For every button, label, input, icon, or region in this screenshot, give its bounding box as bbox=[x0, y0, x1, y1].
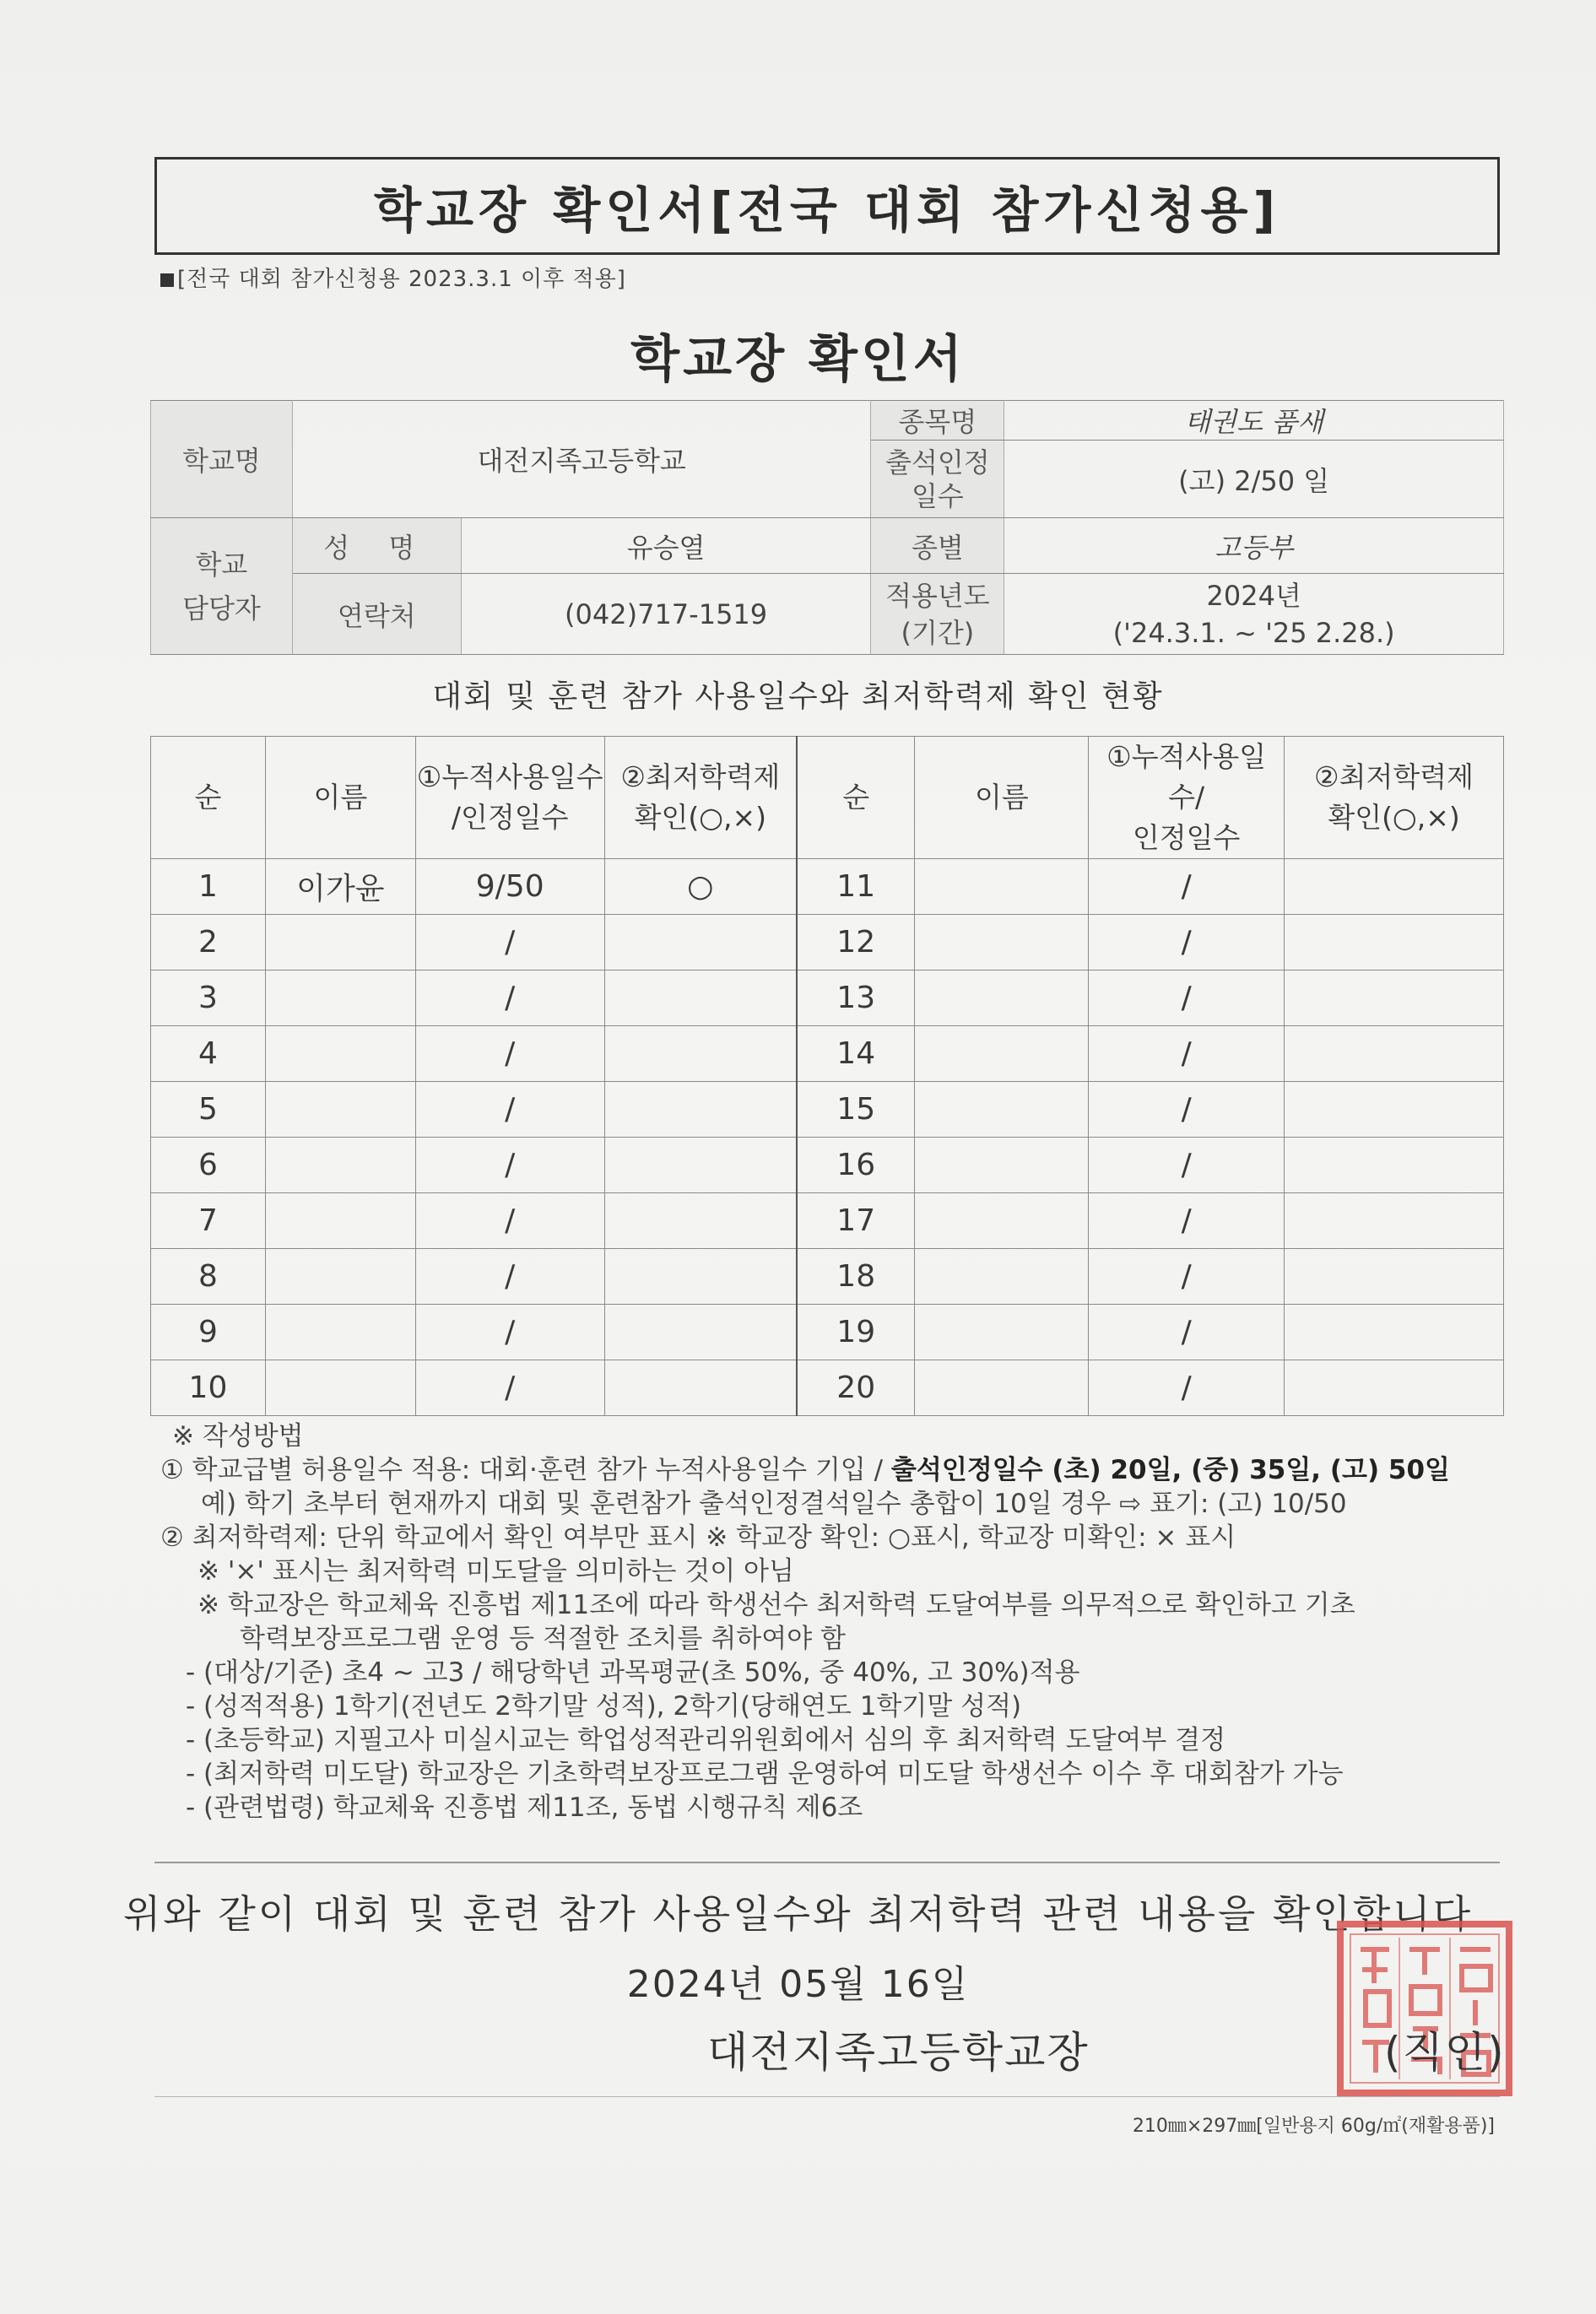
row-name: 이가윤 bbox=[265, 859, 415, 915]
row-acad bbox=[1285, 1026, 1504, 1082]
row-days: / bbox=[1089, 1193, 1285, 1249]
row-acad bbox=[1285, 1193, 1504, 1249]
instruction-line: - (성적적용) 1학기(전년도 2학기말 성적), 2학기(당해연도 1학기말 성적) bbox=[186, 1691, 1022, 1722]
row-name bbox=[915, 1138, 1089, 1193]
row-no: 13 bbox=[797, 970, 915, 1026]
table-row bbox=[151, 1193, 1504, 1249]
row-days: / bbox=[1089, 970, 1285, 1026]
row-no: 4 bbox=[151, 1026, 266, 1082]
row-name bbox=[915, 970, 1089, 1026]
row-days: / bbox=[1089, 1249, 1285, 1305]
row-no: 10 bbox=[151, 1360, 266, 1416]
instruction-line: ※ 학교장은 학교체육 진흥법 제11조에 따라 학생선수 최저학력 도달여부를 의무적으로 확인하고 기초 bbox=[197, 1590, 1355, 1620]
header-no-left: 순 bbox=[151, 737, 266, 859]
row-days: / bbox=[1089, 915, 1285, 970]
school-name-label: 학교명 bbox=[151, 401, 293, 518]
instruction-line: - (초등학교) 지필고사 미실시교는 학업성적관리위원회에서 심의 후 최저학력 도달여부 결정 bbox=[186, 1725, 1226, 1755]
event-label: 종목명 bbox=[871, 401, 1004, 441]
instruction-line: 예) 학기 초부터 현재까지 대회 및 훈련참가 출석인정결석일수 총합이 10일 경우 ⇨ 표기: (고) 10/50 bbox=[201, 1489, 1347, 1519]
row-no: 9 bbox=[151, 1305, 266, 1360]
confirmation-statement: 위와 같이 대회 및 훈련 참가 사용일수와 최저학력 관련 내용을 확인합니다 bbox=[122, 1891, 1474, 1937]
square-bullet-icon bbox=[160, 273, 174, 287]
category-label: 종별 bbox=[871, 518, 1004, 574]
row-acad bbox=[1285, 915, 1504, 970]
table-row bbox=[151, 859, 1504, 915]
period-value: ('24.3.1. ~ '25 2.28.) bbox=[1112, 616, 1395, 649]
row-name bbox=[915, 1193, 1089, 1249]
row-days: / bbox=[1089, 859, 1285, 915]
row-name bbox=[915, 1305, 1089, 1360]
row-acad bbox=[1285, 970, 1504, 1026]
row-name bbox=[265, 970, 415, 1026]
form-usage-note bbox=[160, 262, 626, 293]
principal-name: 대전지족고등학교장 bbox=[707, 2028, 1090, 2077]
table-row bbox=[151, 1138, 1504, 1193]
form-usage-note-text: [전국 대회 참가신청용 2023.3.1 이후 적용] bbox=[177, 267, 626, 292]
row-name bbox=[915, 859, 1089, 915]
year-cell bbox=[1004, 574, 1504, 655]
row-acad bbox=[604, 1249, 797, 1305]
event-value: 태권도 품새 bbox=[1004, 401, 1504, 441]
header-name-left: 이름 bbox=[265, 737, 415, 859]
row-name bbox=[915, 1026, 1089, 1082]
row-days: / bbox=[415, 915, 604, 970]
row-no: 17 bbox=[797, 1193, 915, 1249]
attendance-limit-text: 출석인정일수 (초) 20일, (중) 35일, (고) 50일 bbox=[890, 1455, 1451, 1485]
header-no-right: 순 bbox=[797, 737, 915, 859]
instruction-line-text: ① 학교급별 허용일수 적용: 대회·훈련 참가 누적사용일수 기입 / bbox=[160, 1455, 891, 1485]
form-title-box: 학교장 확인서[전국 대회 참가신청용] bbox=[154, 157, 1500, 255]
row-no: 8 bbox=[151, 1249, 266, 1305]
row-no: 20 bbox=[797, 1360, 915, 1416]
row-no: 15 bbox=[797, 1082, 915, 1138]
table-row bbox=[151, 1082, 1504, 1138]
row-acad bbox=[604, 915, 797, 970]
row-days: / bbox=[415, 1026, 604, 1082]
divider bbox=[154, 1862, 1500, 1863]
row-days: / bbox=[1089, 1026, 1285, 1082]
school-name-value: 대전지족고등학교 bbox=[292, 401, 871, 518]
row-acad bbox=[604, 1138, 797, 1193]
table-row bbox=[151, 1249, 1504, 1305]
seal-label: (직인) bbox=[1384, 2028, 1506, 2077]
table-row bbox=[151, 970, 1504, 1026]
row-no: 18 bbox=[797, 1249, 915, 1305]
row-days: / bbox=[415, 970, 604, 1026]
row-name bbox=[265, 1360, 415, 1416]
contact-value: (042)717-1519 bbox=[461, 574, 871, 655]
row-no: 5 bbox=[151, 1082, 266, 1138]
row-acad bbox=[604, 1305, 797, 1360]
person-name-value: 유승열 bbox=[461, 518, 871, 574]
status-section-heading: 대회 및 훈련 참가 사용일수와 최저학력제 확인 현황 bbox=[432, 679, 1164, 714]
row-name bbox=[915, 915, 1089, 970]
row-no: 12 bbox=[797, 915, 915, 970]
row-days: / bbox=[415, 1249, 604, 1305]
confirmation-date: 2024년 05월 16일 bbox=[626, 1963, 970, 2006]
school-info-table bbox=[150, 400, 1504, 655]
row-days: / bbox=[1089, 1138, 1285, 1193]
row-acad bbox=[604, 1360, 797, 1416]
instructions-heading: ※ 작성방법 bbox=[172, 1421, 304, 1452]
document-title: 학교장 확인서 bbox=[630, 330, 966, 389]
header-days-right: ①누적사용일수/ 인정일수 bbox=[1089, 737, 1285, 859]
row-days: / bbox=[1089, 1305, 1285, 1360]
contact-label: 연락처 bbox=[292, 574, 461, 655]
row-acad bbox=[1285, 1360, 1504, 1416]
attendance-label: 출석인정 일수 bbox=[871, 441, 1004, 518]
attendance-value: (고) 2/50 일 bbox=[1004, 441, 1504, 518]
row-no: 11 bbox=[797, 859, 915, 915]
row-days: / bbox=[1089, 1360, 1285, 1416]
row-acad bbox=[1285, 1138, 1504, 1193]
person-name-label: 성 명 bbox=[292, 518, 461, 574]
row-no: 3 bbox=[151, 970, 266, 1026]
instruction-line: - (관련법령) 학교체육 진흥법 제11조, 동법 시행규칙 제6조 bbox=[186, 1792, 863, 1823]
instruction-line: ② 최저학력제: 단위 학교에서 확인 여부만 표시 ※ 학교장 확인: ○표시, 학교장 미확인: × 표시 bbox=[160, 1522, 1236, 1553]
row-days: / bbox=[415, 1082, 604, 1138]
row-name bbox=[915, 1249, 1089, 1305]
row-name bbox=[265, 1138, 415, 1193]
participant-roster-table bbox=[150, 736, 1504, 1416]
header-acad-right: ②최저학력제 확인(○,×) bbox=[1285, 737, 1504, 859]
instruction-line bbox=[160, 1453, 1511, 1487]
header-days-left: ①누적사용일수 /인정일수 bbox=[415, 737, 604, 859]
row-name bbox=[265, 1082, 415, 1138]
row-no: 1 bbox=[151, 859, 266, 915]
instruction-line: 학력보장프로그램 운영 등 적절한 조치를 취하여야 함 bbox=[240, 1624, 846, 1654]
row-days: 9/50 bbox=[415, 859, 604, 915]
row-name bbox=[915, 1082, 1089, 1138]
instruction-line: - (대상/기준) 초4 ~ 고3 / 해당학년 과목평균(초 50%, 중 40%, 고 30%)적용 bbox=[186, 1657, 1080, 1688]
row-acad bbox=[604, 970, 797, 1026]
divider bbox=[154, 2096, 1500, 2097]
row-acad bbox=[1285, 1305, 1504, 1360]
row-no: 2 bbox=[151, 915, 266, 970]
instruction-line: - (최저학력 미도달) 학교장은 기초학력보장프로그램 운영하여 미도달 학생선수 이수 후 대회참가 가능 bbox=[186, 1759, 1344, 1789]
row-no: 7 bbox=[151, 1193, 266, 1249]
row-name bbox=[265, 1026, 415, 1082]
row-acad bbox=[1285, 1082, 1504, 1138]
row-days: / bbox=[415, 1305, 604, 1360]
paper-spec-footer: 210㎜×297㎜[일반용지 60g/㎡(재활용품)] bbox=[1132, 2116, 1495, 2137]
header-acad-left: ②최저학력제 확인(○,×) bbox=[604, 737, 797, 859]
row-name bbox=[265, 1249, 415, 1305]
year-label: 적용년도 (기간) bbox=[871, 574, 1004, 655]
row-no: 14 bbox=[797, 1026, 915, 1082]
row-acad bbox=[604, 1082, 797, 1138]
manager-label: 학교 담당자 bbox=[151, 518, 293, 655]
category-value: 고등부 bbox=[1004, 518, 1504, 574]
table-row bbox=[151, 1305, 1504, 1360]
row-acad bbox=[1285, 859, 1504, 915]
row-acad bbox=[1285, 1249, 1504, 1305]
row-days: / bbox=[1089, 1082, 1285, 1138]
row-no: 16 bbox=[797, 1138, 915, 1193]
row-acad bbox=[604, 1193, 797, 1249]
table-row bbox=[151, 915, 1504, 970]
row-acad bbox=[604, 1026, 797, 1082]
row-no: 19 bbox=[797, 1305, 915, 1360]
instructions-block bbox=[160, 1419, 1511, 1825]
year-value: 2024년 bbox=[1206, 579, 1301, 612]
header-name-right: 이름 bbox=[915, 737, 1089, 859]
row-name bbox=[915, 1360, 1089, 1416]
row-acad: ○ bbox=[604, 859, 797, 915]
row-name bbox=[265, 1193, 415, 1249]
table-row bbox=[151, 1026, 1504, 1082]
instruction-line: ※ '×' 표시는 최저학력 미도달을 의미하는 것이 아님 bbox=[197, 1556, 794, 1587]
row-no: 6 bbox=[151, 1138, 266, 1193]
row-name bbox=[265, 915, 415, 970]
row-days: / bbox=[415, 1360, 604, 1416]
row-days: / bbox=[415, 1193, 604, 1249]
row-days: / bbox=[415, 1138, 604, 1193]
row-name bbox=[265, 1305, 415, 1360]
table-row bbox=[151, 1360, 1504, 1416]
